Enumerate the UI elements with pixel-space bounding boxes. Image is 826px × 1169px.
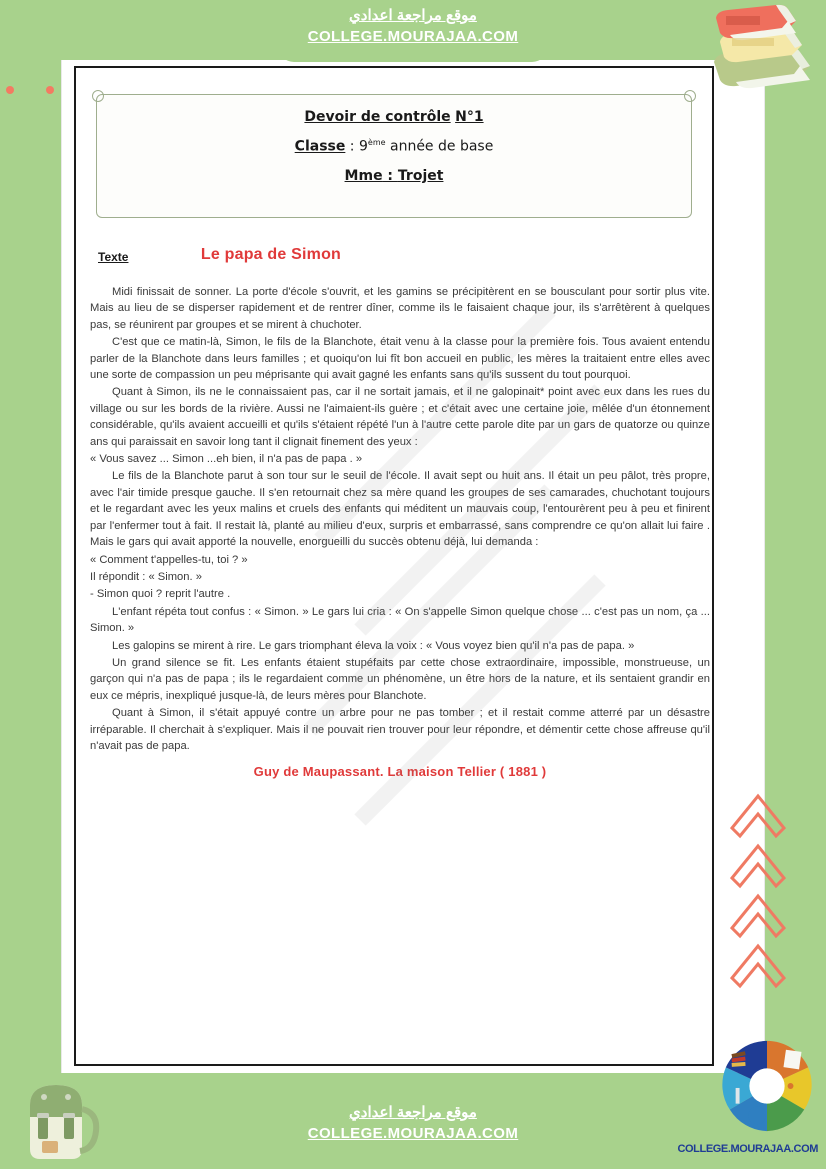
texte-heading-row [98,246,698,264]
exam-title-label: Devoir de contrôle [304,109,451,125]
education-circle-logo-icon [718,1037,816,1135]
site-url-bottom[interactable]: COLLEGE.MOURAJAA.COM [307,1124,519,1142]
exam-class-value-ordinal: ème [367,138,386,147]
chevron-up-decoration-icon [728,780,788,990]
story-paragraph: - Simon quoi ? reprit l'autre . [90,588,231,601]
story-paragraph: Le fils de la Blanchote parut à son tour sur le seuil de l'école. Il avait sept ou huit ans. Il était un peu pâlot, très propre, avec l'air timide presque gauche. Il s'en retournait chez sa mère quand les groupes de ses camarades, chuchotant toujours et le regardant avec les yeux malins et cruels des enfants qui méditent un mauvais coup, l'entourèrent peu à peu et finirent par l'enfermer tout à fait. Il restait là, planté au milieu d'eux, surpris et embarrassé, sans comprendre ce qu'on allait lui faire . Mais le gars qui avait apporté la nouvelle, enorgueilli du succès obtenu déjà, lui demanda : [90,470,710,549]
texte-label: Texte [98,250,129,264]
site-url-top[interactable]: COLLEGE.MOURAJAA.COM [307,27,519,45]
story-paragraph: Quant à Simon, ils ne le connaissaient pas, car il ne sortait jamais, et il ne galopinait* point avec eux dans les rues du village ou sur les bords de la rivière. Aussi ne l'aimaient-ils guère ; et c'était avec une certaine joie, mêlée d'un étonnement considérable, qu'ils avaient accueilli et qu'ils s'étaient répété l'un à l'autre cette parole dite par un gars de quatorze ou quinze ans qui paraissait en savoir long tant il clignait finement des yeux : [90,386,710,448]
story-paragraph: L'enfant répéta tout confus : « Simon. » Le gars lui cria : « On s'appelle Simon quelque chose ... c'est pas un nom, ça ... Simon. » [90,605,710,635]
story-paragraph: Un grand silence se fit. Les enfants étaient stupéfaits par cette chose extraordinaire, impossible, monstrueuse, un garçon qui n'a pas de papa ; ils le regardaient comme un phénomène, un être hors de la nature, et ils sentaient grandir en eux ce mépris, inexpliqué jusque-là, de leurs mères pour Blanchote. [90,656,710,702]
story-attribution: Guy de Maupassant. La maison Tellier ( 1881 ) [253,764,547,780]
story-paragraph: Il répondit : « Simon. » [90,570,202,583]
story-paragraph: Midi finissait de sonner. La porte d'école s'ouvrit, et les gamins se précipitèrent en se bousculant pour sortir plus vite. Mais au lieu de se disperser rapidement et de rentrer dîner, comme ils le faisaient chaque jour, ils s'arrêtèrent à quelques pas, se réunirent par groupes et se mirent à chuchoter. [90,286,710,331]
story-paragraph: Quant à Simon, il s'était appuyé contre un arbre pour ne pas tomber ; et il restait comme atterré par un désastre irréparable. Il cherchait à s'expliquer. Mais il ne pouvait rien trouver pour leur répondre, et démentir cette chose affreuse qu'il n'avait pas de papa. [90,707,710,752]
exam-class-line [97,138,691,155]
site-branding-top[interactable] [278,0,548,62]
logo-caption: COLLEGE.MOURAJAA.COM [677,1143,818,1155]
story-paragraph: Les galopins se mirent à rire. Le gars triomphant éleva la voix : « Vous voyez bien qu'il n'a pas de papa. » [112,639,635,652]
exam-class-value-number: 9 [358,138,368,155]
site-arabic-title-top: موقع مراجعة اعدادي [349,7,477,24]
story-body [90,284,710,781]
exam-class-label: Classe [294,138,346,155]
story-paragraph: « Vous savez ... Simon ...eh bien, il n'a pas de papa . » [90,453,363,466]
site-arabic-title-bottom: موقع مراجعة اعدادي [349,1104,477,1121]
exam-teacher-separator: : [382,167,398,184]
exam-teacher-name: Trojet [397,167,444,184]
exam-class-separator: : [345,138,359,155]
story-title: Le papa de Simon [200,246,342,263]
exam-header-box [96,94,692,218]
exam-title-line [97,109,691,125]
exam-teacher-line [97,168,691,184]
story-paragraph: « Comment t'appelles-tu, toi ? » [90,553,248,566]
books-stack-icon [700,4,816,96]
site-branding-bottom[interactable] [278,1077,548,1169]
story-paragraph: C'est que ce matin-là, Simon, le fils de la Blanchote, était venu à la classe pour la première fois. Tous avaient entendu parler de la Blanchote dans leurs familles ; et quoiqu'on lui fît bon accueil en public, les mères la traitaient entre elles avec une sorte de compassion un peu méprisante qui avait gagné les enfants sans qu'ils sussent du tout pourquoi. [90,336,710,382]
backpack-icon [8,1075,112,1163]
exam-teacher-label: Mme [344,167,383,184]
exam-class-value-rest: année de base [385,138,494,155]
exam-title-number: N°1 [455,109,484,125]
